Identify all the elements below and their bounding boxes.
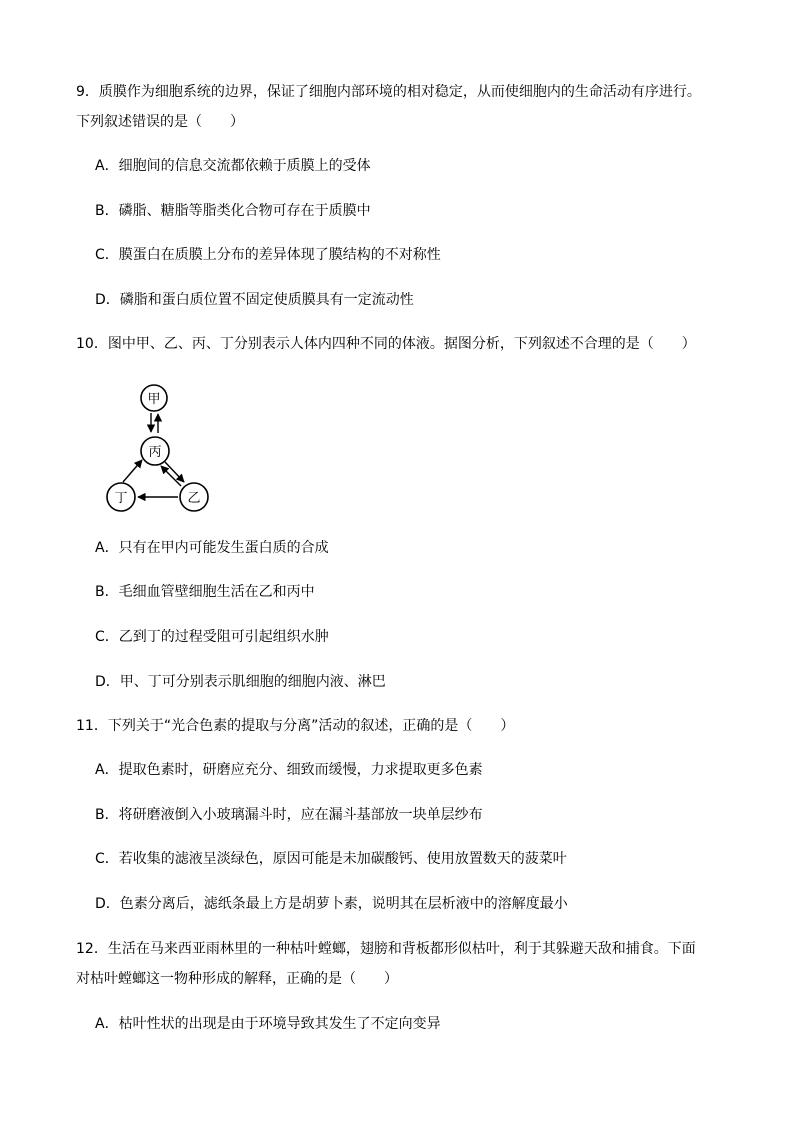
arrow-ding-to-bing: [123, 460, 142, 482]
q11-stem-line1: 11．下列关于“光合色素的提取与分离”活动的叙述，正确的是（ ）: [76, 718, 515, 734]
q9-stem-line1: 9．质膜作为细胞系统的边界，保证了细胞内部环境的相对稳定，从而使细胞内的生命活动有序进行。: [76, 84, 701, 100]
q9-stem-line2: 下列叙述错误的是（ ）: [76, 114, 244, 130]
q12-stem-line2: 对枯叶螳螂这一物种形成的解释，正确的是（ ）: [76, 971, 398, 987]
node-bing: [141, 437, 169, 465]
body-fluid-diagram: [100, 380, 220, 515]
node-jia-label: 甲: [147, 392, 161, 407]
q12-option-a: A．枯叶性状的出现是由于环境导致其发生了不定向变异: [95, 1016, 441, 1032]
q12-stem-line1: 12．生活在马来西亚雨林里的一种枯叶螳螂，翅膀和背板都形似枯叶，利于其躲避天敌和捕食。下面: [76, 941, 696, 957]
q9-option-b: B．磷脂、糖脂等脂类化合物可存在于质膜中: [95, 203, 371, 219]
q9-option-d: D．磷脂和蛋白质位置不固定使质膜具有一定流动性: [95, 292, 414, 308]
q10-option-a: A．只有在甲内可能发生蛋白质的合成: [95, 540, 329, 556]
q10-option-c: C．乙到丁的过程受阻可引起组织水肿: [95, 629, 329, 645]
node-ding: [107, 483, 135, 511]
q11-option-c: C．若收集的滤液呈淡绿色，原因可能是未加碳酸钙、使用放置数天的菠菜叶: [95, 851, 567, 867]
node-bing-label: 丙: [148, 445, 162, 460]
q11-option-a: A．提取色素时，研磨应充分、细致而缓慢，力求提取更多色素: [95, 762, 483, 778]
q9-option-a: A．细胞间的信息交流都依赖于质膜上的受体: [95, 158, 371, 174]
node-yi: [180, 483, 208, 511]
q11-option-d: D．色素分离后，滤纸条最上方是胡萝卜素，说明其在层析液中的溶解度最小: [95, 896, 568, 912]
q10-option-b: B．毛细血管壁细胞生活在乙和丙中: [95, 584, 315, 600]
node-jia: [141, 385, 167, 411]
q10-option-d: D．甲、丁可分别表示肌细胞的细胞内液、淋巴: [95, 674, 386, 690]
q11-option-b: B．将研磨液倒入小玻璃漏斗时，应在漏斗基部放一块单层纱布: [95, 807, 483, 823]
q10-stem-line1: 10．图中甲、乙、丙、丁分别表示人体内四种不同的体液。据图分析，下列叙述不合理的是（ ）: [76, 336, 696, 352]
node-yi-label: 乙: [187, 491, 201, 506]
node-ding-label: 丁: [114, 491, 128, 506]
q9-option-c: C．膜蛋白在质膜上分布的差异体现了膜结构的不对称性: [95, 247, 441, 263]
